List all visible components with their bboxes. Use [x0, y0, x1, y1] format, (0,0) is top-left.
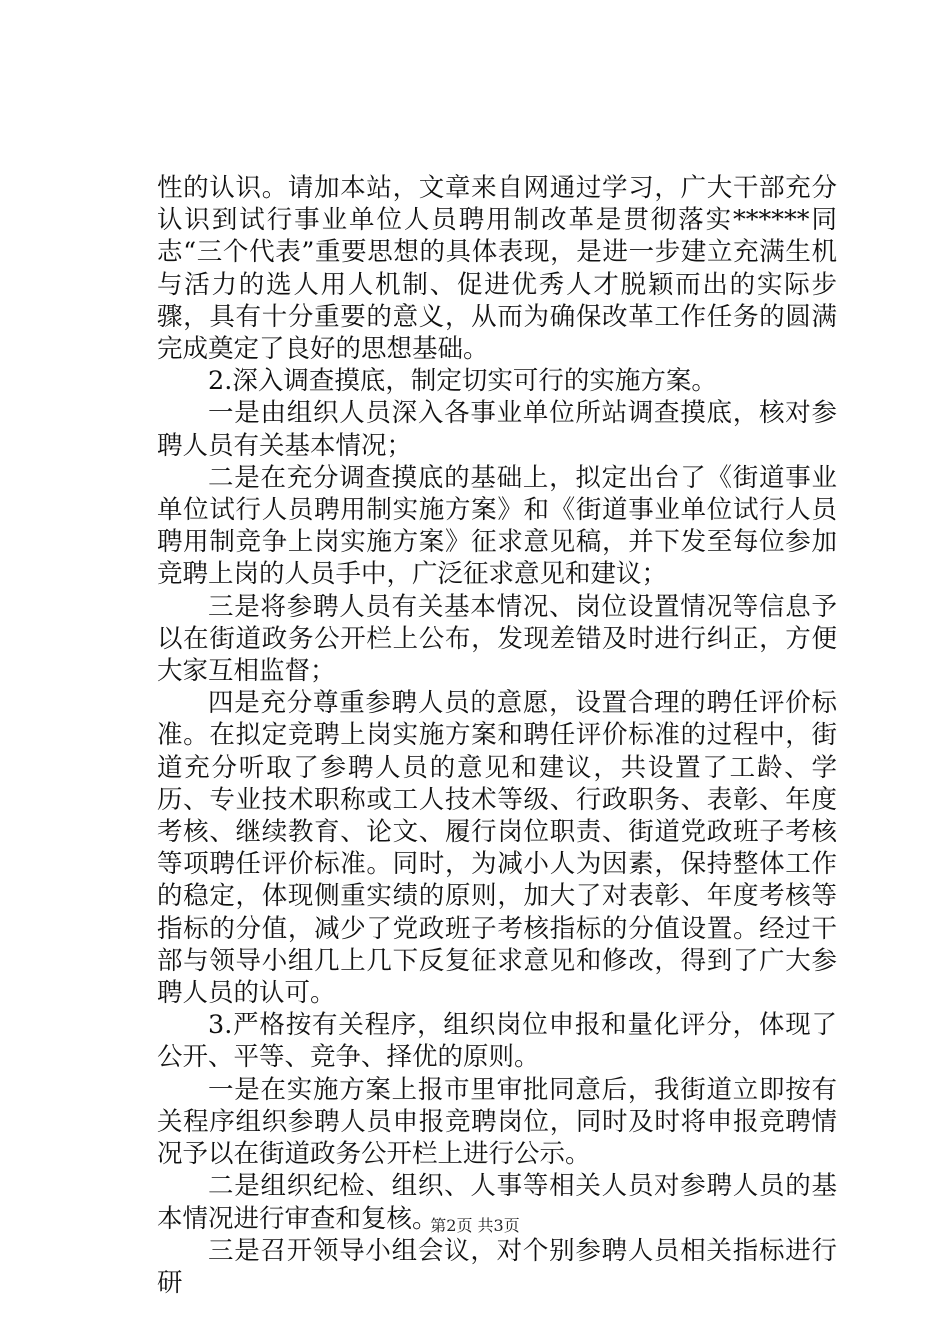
- paragraph-item-6: 二是组织纪检、组织、人事等相关人员对参聘人员的基本情况进行审查和复核。: [157, 1171, 837, 1234]
- paragraph-item-2: 二是在充分调查摸底的基础上，拟定出台了《街道事业单位试行人员聘用制实施方案》和《街道事业单位试行人员聘用制竞争上岗实施方案》征求意见稿，并下发至每位参加竞聘上岗的人员手中，广泛征求意见和建议；: [157, 462, 837, 590]
- paragraph-item-3: 三是将参聘人员有关基本情况、岗位设置情况等信息予以在街道政务公开栏上公布，发现差错及时进行纠正，方便大家互相监督；: [157, 591, 837, 687]
- paragraph-continuation: 性的认识。请加本站，文章来自网通过学习，广大干部充分认识到试行事业单位人员聘用制改革是贯彻落实******同志“三个代表”重要思想的具体表现，是进一步建立充满生机与活力的选人用人机制、促进优秀人才脱颖而出的实际步骤，具有十分重要的意义，从而为确保改革工作任务的圆满完成奠定了良好的思想基础。: [157, 173, 837, 365]
- paragraph-item-7: 三是召开领导小组会议，对个别参聘人员相关指标进行研: [157, 1235, 837, 1298]
- body-text: [157, 172, 837, 1299]
- paragraph-item-4: 四是充分尊重参聘人员的意愿，设置合理的聘任评价标准。在拟定竞聘上岗实施方案和聘任评价标准的过程中，街道充分听取了参聘人员的意见和建议，共设置了工龄、学历、专业技术职称或工人技术等级、行政职务、表彰、年度考核、继续教育、论文、履行岗位职责、街道党政班子考核等项聘任评价标准。同时，为减小人为因素，保持整体工作的稳定，体现侧重实绩的原则，加大了对表彰、年度考核等指标的分值，减少了党政班子考核指标的分值设置。经过干部与领导小组几上几下反复征求意见和修改，得到了广大参聘人员的认可。: [157, 688, 837, 1009]
- section-heading-3: 3.严格按有关程序，组织岗位申报和量化评分，体现了公开、平等、竞争、择优的原则。: [157, 1010, 837, 1073]
- paragraph-item-5: 一是在实施方案上报市里审批同意后，我街道立即按有关程序组织参聘人员申报竞聘岗位，同时及时将申报竞聘情况予以在街道政务公开栏上进行公示。: [157, 1074, 837, 1170]
- page-footer: 第2页 共3页: [430, 1216, 520, 1235]
- section-heading-2: 2.深入调查摸底，制定切实可行的实施方案。: [208, 366, 717, 397]
- paragraph-item-1: 一是由组织人员深入各事业单位所站调查摸底，核对参聘人员有关基本情况；: [157, 398, 837, 461]
